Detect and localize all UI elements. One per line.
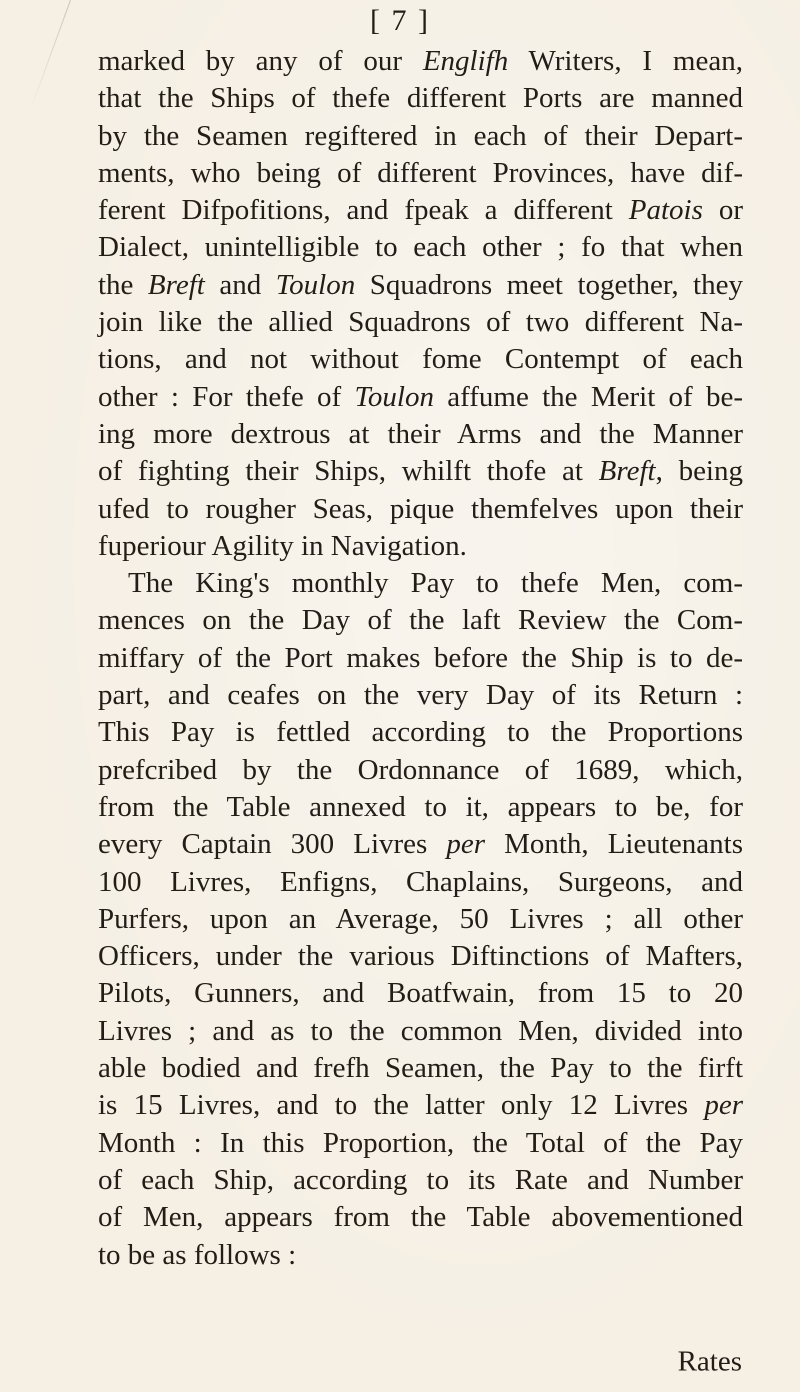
text-run: from the Table annexed to it, appears to be, for bbox=[98, 790, 743, 823]
text-line bbox=[98, 192, 743, 229]
text-run: every Captain 300 Livres bbox=[98, 828, 447, 861]
text-run: , being bbox=[655, 455, 743, 488]
text-run: fuperiour Agility in Navigation. bbox=[98, 529, 467, 562]
italic-text-run: Breft bbox=[598, 455, 656, 488]
text-line bbox=[98, 1013, 743, 1050]
italic-text-run: Toulon bbox=[275, 268, 356, 301]
text-line bbox=[98, 1162, 743, 1199]
text-run: able bodied and frefh Seamen, the Pay to the firft bbox=[98, 1052, 743, 1085]
text-run: ferent Difpofitions, and fpeak a different bbox=[98, 194, 629, 227]
text-line bbox=[98, 789, 743, 826]
text-run: Livres ; and as to the common Men, divided into bbox=[98, 1014, 743, 1047]
text-line bbox=[98, 491, 743, 528]
text-run: ufed to rougher Seas, pique themfelves upon their bbox=[98, 492, 743, 525]
text-run: The King's monthly Pay to thefe Men, com- bbox=[128, 567, 743, 600]
text-run: the bbox=[98, 268, 148, 301]
text-run: tions, and not without fome Contempt of each bbox=[98, 343, 743, 376]
italic-text-run: per bbox=[704, 1089, 743, 1122]
text-line bbox=[98, 640, 743, 677]
page-number: [ 7 ] bbox=[370, 4, 430, 37]
text-run: Writers, I mean, bbox=[508, 45, 743, 77]
text-run: ing more dextrous at their Arms and the Manner bbox=[98, 417, 743, 450]
text-line bbox=[98, 938, 743, 975]
text-run: mences on the Day of the laft Review the Com- bbox=[98, 604, 743, 637]
text-run: affume the Merit of be- bbox=[433, 380, 743, 413]
text-line bbox=[98, 565, 743, 602]
text-run: This Pay is fettled according to the Proportions bbox=[98, 716, 743, 749]
text-run: to be as follows : bbox=[98, 1238, 297, 1271]
text-line bbox=[98, 528, 743, 565]
text-line bbox=[98, 1125, 743, 1162]
text-run: is 15 Livres, and to the latter only 12 Livres bbox=[98, 1089, 705, 1122]
text-line bbox=[98, 155, 743, 192]
italic-text-run: Breft bbox=[147, 268, 205, 301]
italic-text-run: per bbox=[446, 828, 486, 861]
text-run: Officers, under the various Diftinctions of Mafters, bbox=[98, 940, 743, 973]
text-run: 100 Livres, Enfigns, Chaplains, Surgeons, and bbox=[98, 865, 743, 898]
text-line bbox=[98, 602, 743, 639]
italic-text-run: Toulon bbox=[354, 380, 434, 413]
text-run: Pilots, Gunners, and Boatfwain, from 15 to 20 bbox=[98, 977, 743, 1010]
text-run: marked by any of our bbox=[98, 45, 423, 77]
catchword: Rates bbox=[677, 1345, 742, 1378]
text-line bbox=[98, 714, 743, 751]
italic-text-run: Englifh bbox=[422, 45, 509, 77]
text-line bbox=[98, 80, 743, 117]
text-line bbox=[98, 1087, 743, 1124]
text-line bbox=[98, 453, 743, 490]
text-run: by the Seamen regiftered in each of their Depart- bbox=[98, 119, 743, 152]
text-run: ments, who being of different Provinces, have dif- bbox=[98, 156, 743, 189]
text-line bbox=[98, 267, 743, 304]
text-run: Dialect, unintelligible to each other ; fo that when bbox=[98, 231, 743, 264]
text-run: that the Ships of thefe different Ports are manned bbox=[98, 82, 743, 115]
text-run: and bbox=[204, 268, 276, 301]
text-run: of Men, appears from the Table abovementioned bbox=[98, 1201, 743, 1234]
text-run: or bbox=[702, 194, 743, 227]
text-line bbox=[98, 416, 743, 453]
text-run: Month : In this Proportion, the Total of the Pay bbox=[98, 1126, 743, 1159]
text-line bbox=[98, 43, 743, 80]
text-line bbox=[98, 901, 743, 938]
text-run: miffary of the Port makes before the Ship is to de- bbox=[98, 641, 743, 674]
text-line bbox=[98, 1199, 743, 1236]
text-run: Month, Lieutenants bbox=[485, 828, 743, 861]
text-line bbox=[98, 864, 743, 901]
body-text bbox=[98, 43, 743, 1274]
italic-text-run: Patois bbox=[628, 194, 703, 227]
text-line bbox=[98, 1237, 743, 1274]
text-run: part, and ceafes on the very Day of its Return : bbox=[98, 679, 743, 712]
text-line bbox=[98, 229, 743, 266]
text-line bbox=[98, 975, 743, 1012]
text-run: Purfers, upon an Average, 50 Livres ; all other bbox=[98, 902, 743, 935]
text-line bbox=[98, 118, 743, 155]
text-run: other : For thefe of bbox=[98, 380, 355, 413]
text-line bbox=[98, 826, 743, 863]
text-line bbox=[98, 677, 743, 714]
text-line bbox=[98, 379, 743, 416]
text-run: Squadrons meet together, they bbox=[355, 268, 743, 301]
text-line bbox=[98, 304, 743, 341]
text-run: of fighting their Ships, whilft thofe at bbox=[98, 455, 599, 488]
text-line bbox=[98, 341, 743, 378]
text-run: join like the allied Squadrons of two different Na- bbox=[98, 306, 743, 339]
text-run: of each Ship, according to its Rate and Number bbox=[98, 1163, 743, 1196]
text-line bbox=[98, 1050, 743, 1087]
text-run: prefcribed by the Ordonnance of 1689, which, bbox=[98, 753, 743, 786]
text-line bbox=[98, 752, 743, 789]
